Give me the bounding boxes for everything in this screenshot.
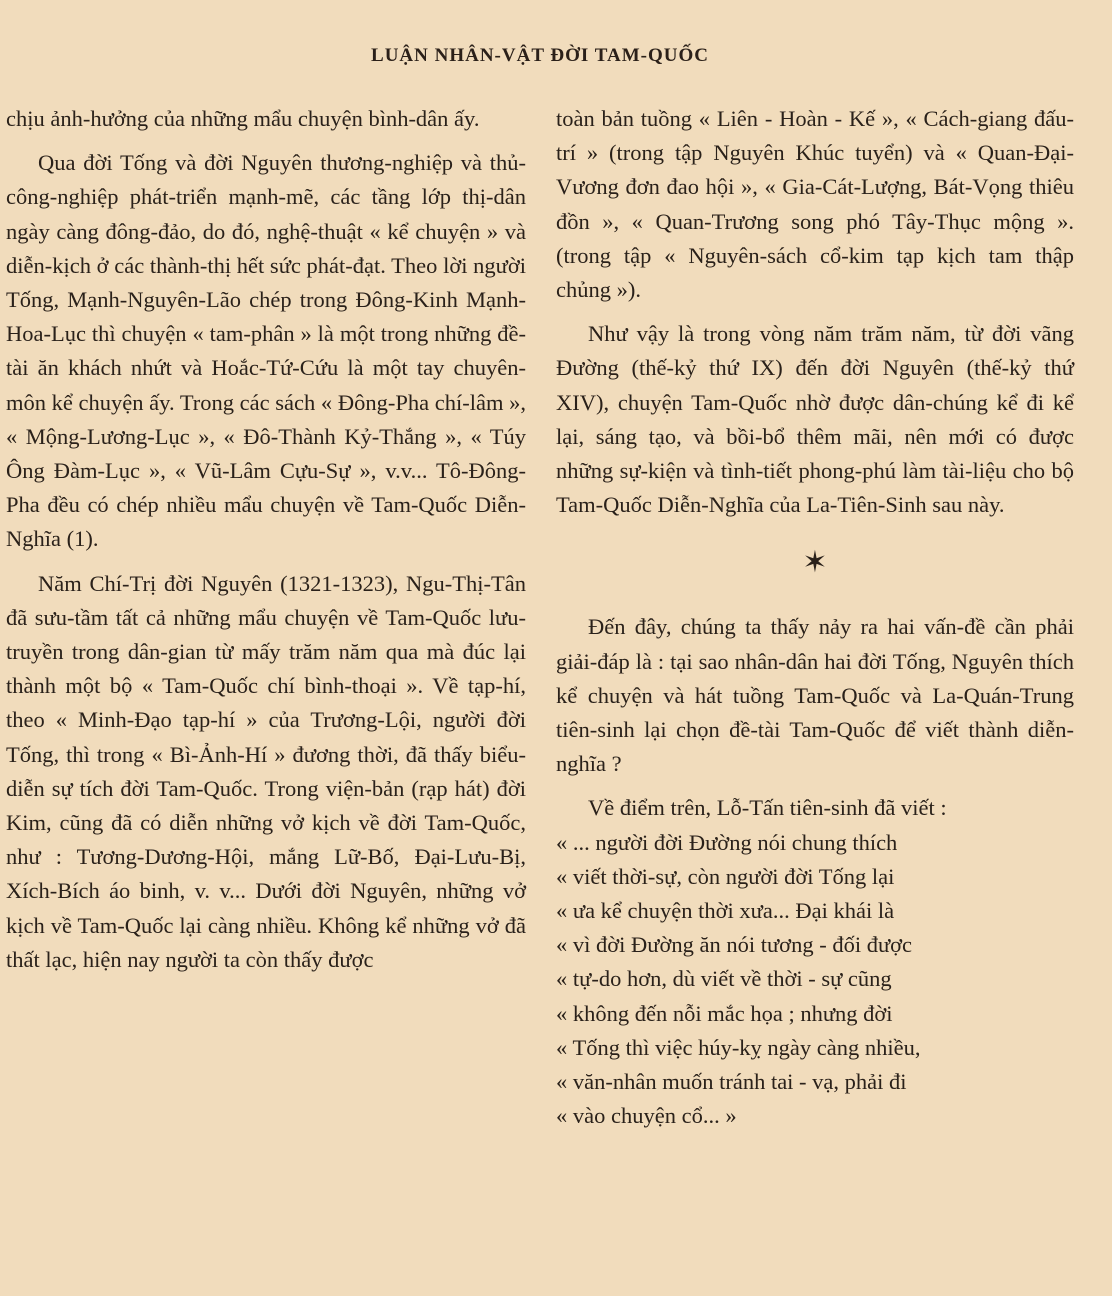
running-header: LUẬN NHÂN-VẬT ĐỜI TAM-QUỐC [371,45,709,66]
paragraph: Qua đời Tống và đời Nguyên thương-nghiệp và thủ-công-nghiệp phát-triển mạnh-mẽ, các tầng lớp thị-dân ngày càng đông-đảo, do đó, nghệ-thuật « kể chuyện » và diễn-kịch ở các thành-thị hết sức phát-đạt. Theo lời người Tống, Mạnh-Nguyên-Lão chép trong Đông-Kinh Mạnh-Hoa-Lục thì chuyện « tam-phân » là một trong những đề-tài ăn khách nhứt và Hoắc-Tứ-Cứu là một tay chuyên-môn kể chuyện ấy. Trong các sách « Đông-Pha chí-lâm », « Mộng-Lương-Lục », « Đô-Thành Kỷ-Thắng », « Túy Ông Đàm-Lục », « Vũ-Lâm Cựu-Sự », v.v... Tô-Đông-Pha đều có chép nhiều mẩu chuyện về Tam-Quốc Diễn-Nghĩa (1). [6,150,526,552]
quote-line: « không đến nỗi mắc họa ; nhưng đời [556,1000,893,1026]
block-quote [556,826,1074,1134]
quote-line: « vì đời Đường ăn nói tương - đối được [556,932,913,958]
section-separator-star-icon: ✶ [802,546,828,580]
paragraph: Đến đây, chúng ta thấy nảy ra hai vấn-đề cần phải giải-đáp là : tại sao nhân-dân hai đời Tống, Nguyên thích kể chuyện và hát tuồng Tam-Quốc và La-Quán-Trung tiên-sinh lại chọn đề-tài Tam-Quốc để viết thành diễn-nghĩa ? [556,614,1074,777]
right-column [556,102,1074,1133]
two-column-body [6,102,1074,1133]
paragraph: Về điểm trên, Lỗ-Tấn tiên-sinh đã viết : [588,795,947,821]
paragraph: Như vậy là trong vòng năm trăm năm, từ đời vãng Đường (thế-kỷ thứ IX) đến đời Nguyên (thế-kỷ thứ XIV), chuyện Tam-Quốc nhờ được dân-chúng kể đi kể lại, sáng tạo, và bồi-bổ thêm mãi, nên mới có được những sự-kiện và tình-tiết phong-phú làm tài-liệu cho bộ Tam-Quốc Diễn-Nghĩa của La-Tiên-Sinh sau này. [556,321,1074,518]
quote-line: « Tống thì việc húy-kỵ ngày càng nhiều, [556,1034,921,1060]
quote-line: « vào chuyện cổ... » [556,1103,737,1129]
paragraph: toàn bản tuồng « Liên - Hoàn - Kế », « Cách-giang đấu-trí » (trong tập Nguyên Khúc tuyển) và « Quan-Đại-Vương đơn đao hội », « Gia-Cát-Lượng, Bát-Vọng thiêu đồn », « Quan-Trương song phó Tây-Thục mộng ». (trong tập « Nguyên-sách cổ-kim tạp kịch tam thập chủng »). [556,106,1074,303]
quote-line: « ... người đời Đường nói chung thích [556,829,898,855]
left-column [6,102,526,1133]
quote-line: « ưa kể chuyện thời xưa... Đại khái là [556,898,895,924]
quote-line: « văn-nhân muốn tránh tai - vạ, phải đi [556,1069,907,1095]
paragraph: Năm Chí-Trị đời Nguyên (1321-1323), Ngu-Thị-Tân đã sưu-tầm tất cả những mẩu chuyện về Tam-Quốc lưu-truyền trong dân-gian từ mấy trăm năm qua mà đúc lại thành một bộ « Tam-Quốc chí bình-thoại ». Về tạp-hí, theo « Minh-Đạo tạp-hí » của Trương-Lội, người đời Tống, thì trong « Bì-Ảnh-Hí » đương thời, đã thấy biểu-diễn sự tích đời Tam-Quốc. Trong viện-bản (rạp hát) đời Kim, cũng đã có diễn những vở kịch về đời Tam-Quốc, như : Tương-Dương-Hội, mắng Lữ-Bố, Đại-Lưu-Bị, Xích-Bích áo binh, v. v... Dưới đời Nguyên, những vở kịch về Tam-Quốc lại càng nhiều. Không kể những vở đã thất lạc, hiện nay người ta còn thấy được [6,570,526,972]
quote-line: « viết thời-sự, còn người đời Tống lại [556,863,895,889]
quote-line: « tự-do hơn, dù viết về thời - sự cũng [556,966,892,992]
paragraph: chịu ảnh-hưởng của những mẩu chuyện bình-dân ấy. [6,106,480,131]
